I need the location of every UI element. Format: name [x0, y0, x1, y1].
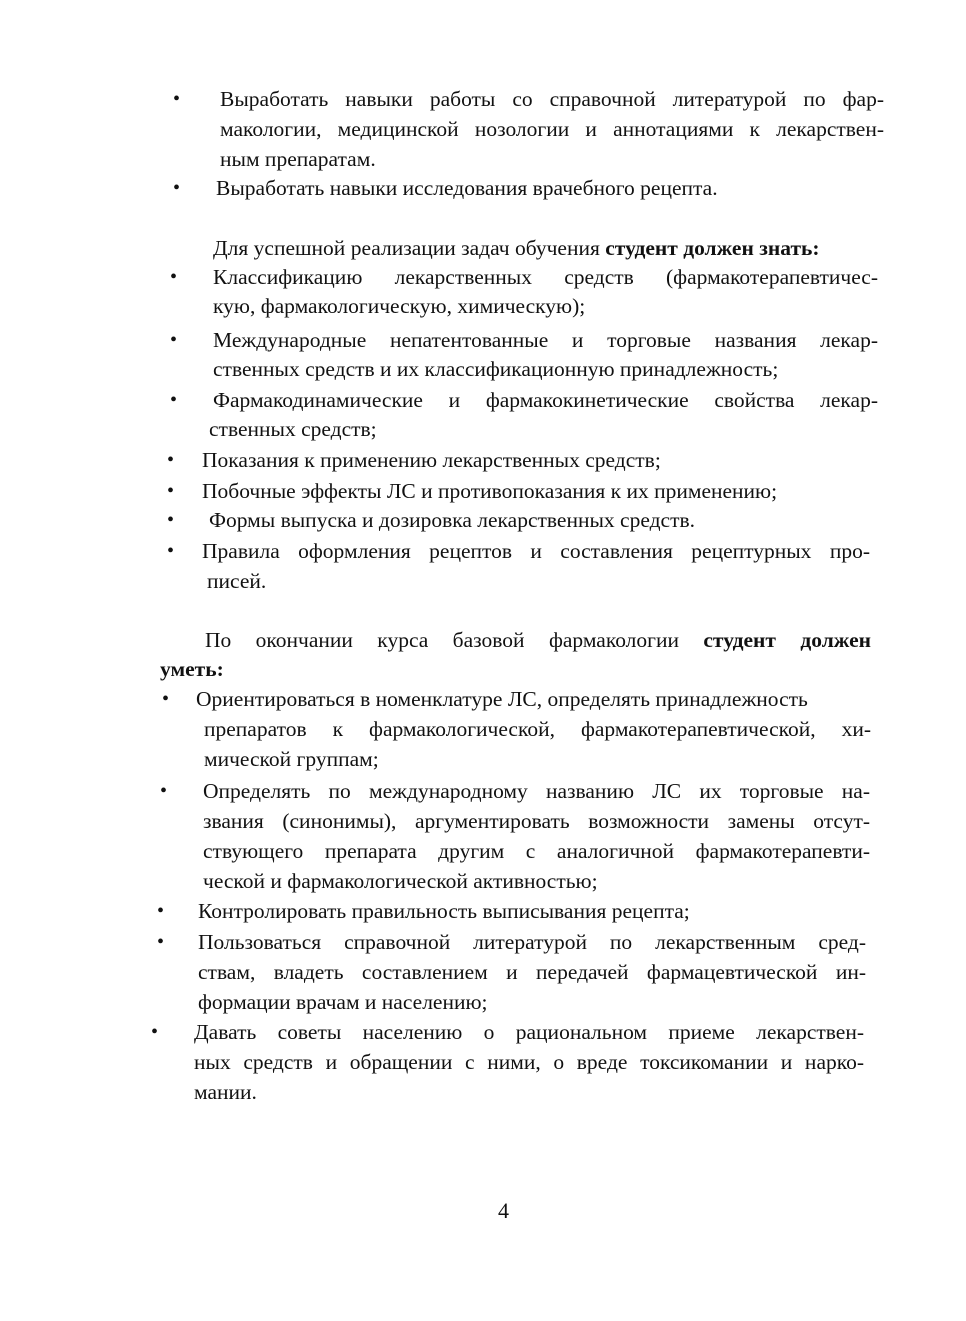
- bullet-icon: •: [162, 688, 170, 710]
- section-know-intro: [213, 233, 820, 263]
- section-able-intro: [205, 625, 871, 655]
- list-item-line: Формы выпуска и дозировка лекарственных средств.: [209, 508, 696, 532]
- bullet-icon: •: [160, 780, 168, 802]
- list-item-line: Побочные эффекты ЛС и противопоказания к их применению;: [202, 479, 778, 503]
- list-item-line: ческой и фармакологической активностью;: [203, 869, 598, 893]
- bullet-icon: •: [170, 266, 178, 288]
- list-item-line: писей.: [207, 569, 267, 593]
- list-item-line: ствующего препарата другим с аналогичной фармакотерапевти-: [203, 839, 870, 863]
- list-item-line: Показания к применению лекарственных средств;: [202, 448, 661, 472]
- list-item-line: ных средств и обращении с ними, о вреде токсикомании и нарко-: [194, 1050, 864, 1074]
- section-able-intro-bold: студент должен: [703, 628, 871, 652]
- list-item-line: Контролировать правильность выписывания рецепта;: [198, 899, 690, 923]
- list-item-line: Определять по международному названию ЛС их торговые на-: [203, 779, 870, 803]
- section-able-intro-text: По окончании курса базовой фармакологии: [205, 628, 704, 652]
- section-know-intro-bold: студент должен знать:: [605, 236, 820, 260]
- list-item-line: Пользоваться справочной литературой по лекарственным сред-: [198, 930, 866, 954]
- bullet-icon: •: [157, 900, 165, 922]
- list-item-line: Международные непатентованные и торговые названия лекар-: [213, 328, 878, 352]
- list-item-line: ственных средств и их классификационную принадлежность;: [213, 357, 779, 381]
- list-item-line: Выработать навыки работы со справочной литературой по фар-: [220, 87, 884, 111]
- list-item-line: Фармакодинамические и фармакокинетические свойства лекар-: [213, 388, 878, 412]
- list-item-line: Давать советы населению о рациональном приеме лекарствен-: [194, 1020, 864, 1044]
- list-item-line: препаратов к фармакологической, фармакотерапевтической, хи-: [204, 717, 871, 741]
- list-item-line: макологии, медицинской нозологии и аннотациями к лекарствен-: [220, 117, 884, 141]
- list-item-line: Правила оформления рецептов и составления рецептурных про-: [202, 539, 870, 563]
- bullet-icon: •: [167, 480, 175, 502]
- page-number: 4: [498, 1198, 509, 1223]
- list-item-line: звания (синонимы), аргументировать возможности замены отсут-: [203, 809, 870, 833]
- bullet-icon: •: [151, 1021, 159, 1043]
- bullet-icon: •: [173, 177, 181, 199]
- list-item-line: мической группам;: [204, 747, 379, 771]
- bullet-icon: •: [167, 540, 175, 562]
- bullet-icon: •: [167, 449, 175, 471]
- section-able-intro-bold-line2: уметь:: [160, 657, 224, 681]
- list-item-line: мании.: [194, 1080, 257, 1104]
- list-item-line: формации врачам и населению;: [198, 990, 488, 1014]
- list-item-line: Выработать навыки исследования врачебного рецепта.: [216, 176, 718, 200]
- list-item-line: ствам, владеть составлением и передачей фармацевтической ин-: [198, 960, 866, 984]
- bullet-icon: •: [170, 389, 178, 411]
- list-item-line: Классификацию лекарственных средств (фармакотерапевтичес-: [213, 265, 878, 289]
- bullet-icon: •: [167, 509, 175, 531]
- section-able-intro-line2: [160, 654, 224, 684]
- list-item-line: ственных средств;: [209, 417, 377, 441]
- list-item-line: кую, фармакологическую, химическую);: [213, 294, 586, 318]
- section-know-intro-text: Для успешной реализации задач обучения: [213, 236, 606, 260]
- bullet-icon: •: [170, 329, 178, 351]
- bullet-icon: •: [173, 88, 181, 110]
- list-item-line: Ориентироваться в номенклатуре ЛС, определять принадлежность: [196, 687, 808, 711]
- list-item-line: ным препаратам.: [220, 147, 376, 171]
- bullet-icon: •: [157, 931, 165, 953]
